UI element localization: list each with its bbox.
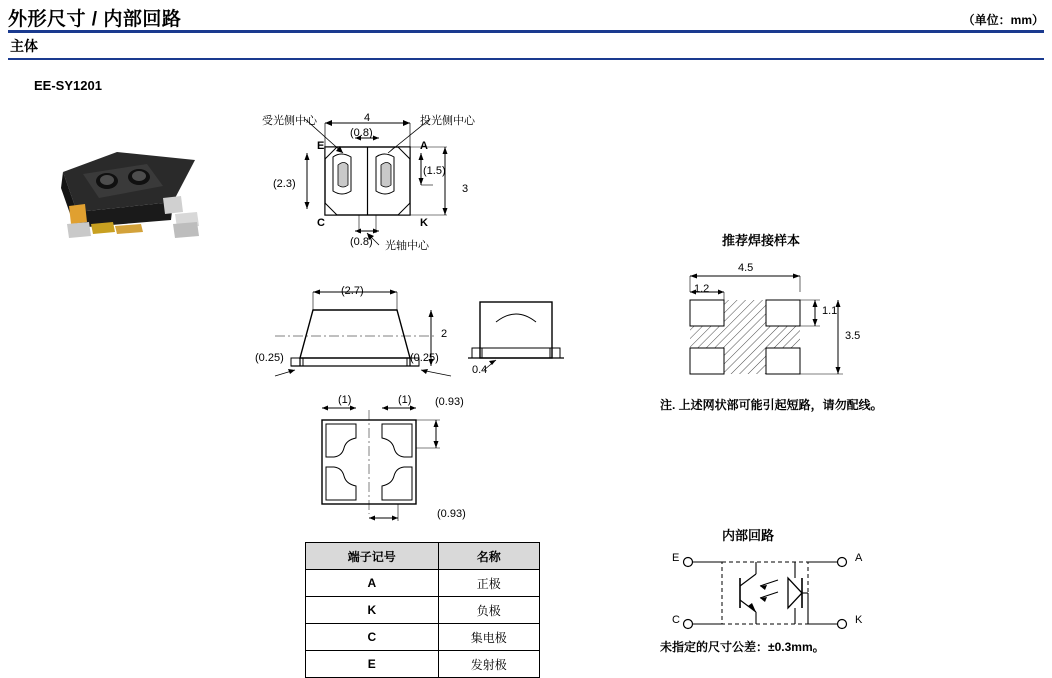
section-title: 主体 [10, 38, 38, 54]
column-header-name: 名称 [438, 543, 539, 570]
dim-top-width: 4 [364, 112, 371, 124]
unit-note: （单位：mm） [962, 13, 1044, 27]
cell-name: 集电极 [438, 624, 539, 651]
dim-solder-total-height: 3.5 [845, 330, 861, 342]
dim-bottom-left: (1) [338, 394, 352, 406]
table-row [306, 651, 540, 678]
terminal-table [305, 542, 540, 678]
dim-bottom-bottom: (0.93) [437, 508, 466, 520]
label-receiver-center: 受光侧中心 [262, 115, 317, 127]
cell-code: A [306, 570, 439, 597]
circuit-pin-c: C [672, 614, 680, 626]
cell-code: K [306, 597, 439, 624]
dim-right-height: (1.5) [423, 165, 446, 177]
dim-front-top: (2.7) [341, 285, 364, 297]
cell-name: 正极 [438, 570, 539, 597]
circuit-pin-a: A [855, 552, 863, 564]
dim-side-depth: 0.4 [472, 364, 488, 376]
part-number: EE-SY1201 [34, 78, 102, 93]
cell-code: C [306, 624, 439, 651]
pin-label-a: A [420, 140, 428, 152]
pin-label-k: K [420, 217, 428, 229]
dim-front-height: 2 [441, 328, 448, 340]
circuit-pin-e: E [672, 552, 680, 564]
tolerance-note: 未指定的尺寸公差：±0.3mm。 [660, 640, 825, 654]
header-divider-thin [8, 58, 1044, 60]
page-header [8, 4, 1044, 31]
table-row [306, 570, 540, 597]
pin-label-e: E [317, 140, 325, 152]
internal-circuit-title: 内部回路 [722, 528, 775, 543]
pin-label-c: C [317, 217, 325, 229]
dim-bottom-right: (1) [398, 394, 412, 406]
page-title: 外形尺寸 / 内部回路 [8, 9, 182, 30]
product-photo [55, 140, 205, 250]
header-divider-thick [8, 30, 1044, 33]
dim-front-left: (0.25) [255, 352, 284, 364]
dim-solder-width: 4.5 [738, 262, 754, 274]
cell-code: E [306, 651, 439, 678]
dim-top-inner: (0.8) [350, 127, 373, 139]
label-emitter-center: 投光侧中心 [420, 115, 475, 127]
solder-note: 注. 上述网状部可能引起短路，请勿配线。 [660, 398, 883, 412]
dim-bottom-width: (0.8) [350, 236, 373, 248]
dim-total-height: 3 [462, 183, 469, 195]
dim-left-height: (2.3) [273, 178, 296, 190]
dim-front-right: (0.25) [410, 352, 439, 364]
table-row [306, 597, 540, 624]
dim-bottom-topright: (0.93) [435, 396, 464, 408]
circuit-pin-k: K [855, 614, 863, 626]
cell-name: 发射极 [438, 651, 539, 678]
dim-solder-pad-width: 1.2 [694, 283, 710, 295]
table-header-row [306, 543, 540, 570]
dim-solder-pad-height: 1.1 [822, 305, 838, 317]
table-row [306, 624, 540, 651]
solder-pattern-title: 推荐焊接样本 [722, 233, 801, 248]
label-optical-axis-center: 光轴中心 [385, 240, 429, 252]
cell-name: 负极 [438, 597, 539, 624]
column-header-code: 端子记号 [306, 543, 439, 570]
